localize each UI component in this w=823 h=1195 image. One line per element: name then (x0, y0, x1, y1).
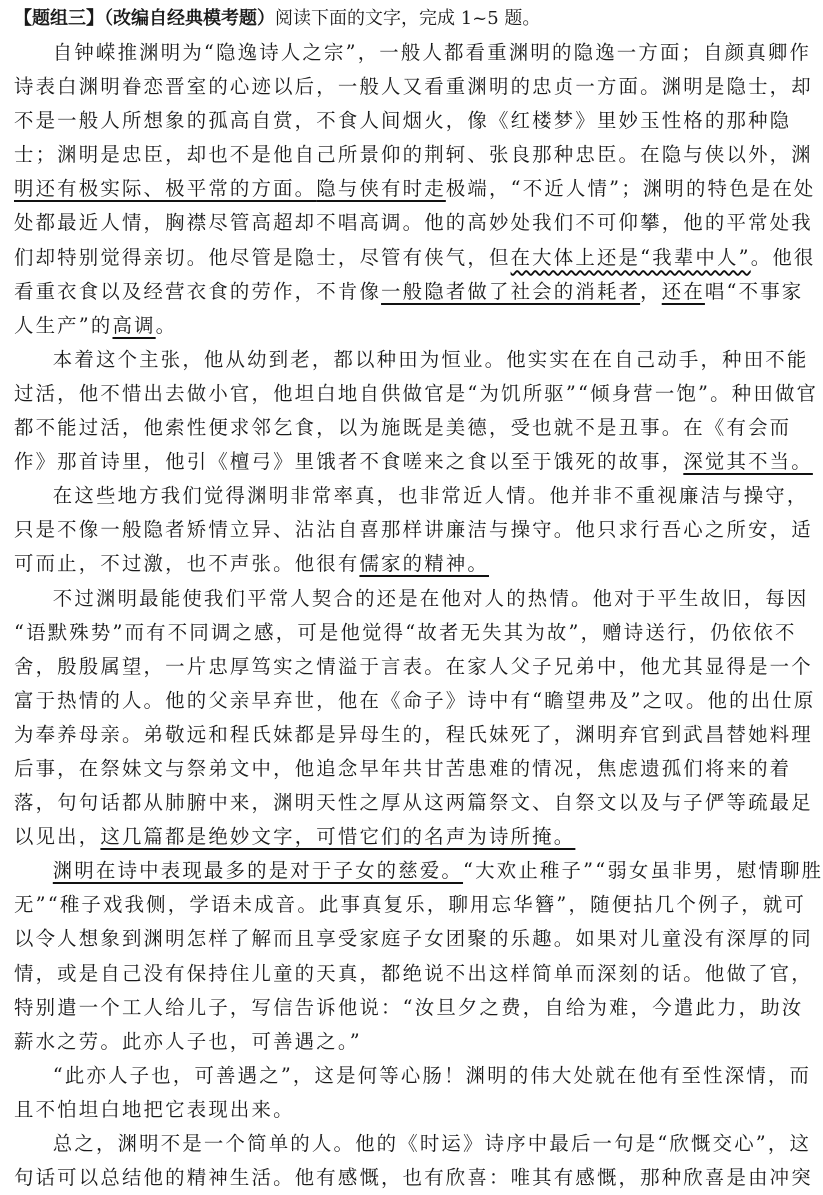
text-line: 特别遣一个工人给儿子，写信告诉他说：“汝旦夕之费，自给为难，今遣此力，助汝 (14, 995, 804, 1019)
text-line: 诗表白渊明眷恋晋室的心迹以后，一般人又看重渊明的忠贞一方面。渊明是隐士，却 (14, 75, 813, 99)
text-line: 作》那首诗里，他引《檀弓》里饿者不食嗟来之食以至于饿死的故事，深觉其不当。 (14, 450, 813, 474)
text-line: 可而止，不过激，也不声张。他很有儒家的精神。 (14, 552, 489, 576)
underline-mark: 这几篇都是绝妙文字，可惜它们的名声为诗所掩。 (100, 825, 576, 849)
paragraph (14, 854, 823, 1059)
text-line: “语默殊势”而有不同调之感，可是他觉得“故者无失其为故”，赠诗送行，仍依依不 (14, 620, 797, 644)
text-line: 无”“稚子戏我侧，学语未成音。此事真复乐，聊用忘华簪”，随便拈几个例子，就可 (14, 893, 807, 917)
text-line: 士；渊明是忠臣，却也不是他自己所景仰的荆轲、张良那种忠臣。在隐与侠以外，渊 (14, 143, 813, 167)
underline-mark: 还在 (661, 279, 705, 303)
text-line: 句话可以总结他的精神生活。他有感慨，也有欣喜：唯其有感慨，那种欣喜是由冲突 (14, 1166, 813, 1190)
text-line: 明还有极实际、极平常的方面。隐与侠有时走极端，“不近人情”；渊明的特色是在处 (14, 177, 816, 201)
text-line: 只是不像一般隐者矫情立异、沾沾自喜那样讲廉洁与操守。他只求行吾心之所安，适 (14, 518, 813, 542)
text-line: 以见出，这几篇都是绝妙文字，可惜它们的名声为诗所掩。 (14, 825, 576, 849)
article-body (14, 36, 823, 1195)
underline-mark: 在大体上还是“我辈中人” (510, 245, 751, 269)
text-line: 情，或是自己没有保持住儿童的天真，都绝说不出这样简单而深刻的话。他做了官， (14, 961, 813, 985)
text-line: “此亦人子也，可善遇之”，这是何等心肠！渊明的伟大处就在他有至性深情，而 (52, 1063, 812, 1087)
text-line: 不过渊明最能使我们平常人契合的还是在他对人的热情。他对于平生故旧，每因 (52, 586, 809, 610)
text-line: 处都最近人情，胸襟尽管高超却不唱高调。他的高妙处我们不可仰攀，他的平常处我 (14, 211, 813, 235)
underline-mark: 明还有极实际、极平常的方面。 (14, 177, 317, 201)
text-line: 薪水之劳。此亦人子也，可善遇之。” (14, 1029, 362, 1053)
underline-mark: 一般隐者做了社会的消耗者 (381, 279, 641, 303)
text-line: 舍，殷殷属望，一片忠厚笃实之情溢于言表。在家人父子兄弟中，他尤其显得是一个 (14, 654, 813, 678)
paragraph (14, 343, 819, 479)
paragraph (14, 582, 816, 855)
text-line: 看重衣食以及经营衣食的劳作，不肯像一般隐者做了社会的消耗者，还在唱“不事家 (14, 279, 804, 303)
text-line: 过活，他不惜出去做小官，他坦白地自供做官是“为饥所驱”“倾身营一饱”。种田做官 (14, 381, 819, 405)
paragraph (14, 1127, 813, 1195)
text-line: 为奉养母亲。弟敬远和程氏妹都是异母生的，程氏妹死了，渊明弃官到武昌替她料理 (14, 722, 813, 746)
text-line: 落，句句话都从肺腑中来，渊明天性之厚从这两篇祭文、自祭文以及与子俨等疏最足 (14, 791, 813, 815)
exercise-instruction: 阅读下面的文字，完成 1~5 题。 (275, 8, 541, 29)
underline-mark: 深觉其不当。 (683, 450, 813, 474)
exercise-header (14, 2, 767, 36)
exercise-source: （改编自经典模考题） (104, 8, 275, 29)
underline-mark: 高调 (112, 313, 156, 337)
text-line: 人生产”的高调。 (14, 313, 178, 337)
text-line: 都不能过活，他索性便求邻乞食，以为施既是美德，受也就不是丑事。在《有会而 (14, 416, 792, 440)
text-line: 本着这个主张，他从幼到老，都以种田为恒业。他实实在在自己动手，种田不能 (52, 347, 809, 371)
text-line: 总之，渊明不是一个简单的人。他的《时运》诗序中最后一句是“欣慨交心”，这 (52, 1132, 812, 1155)
text-line: 且不怕坦白地把它表现出来。 (14, 1097, 295, 1121)
exercise-group-tag: 【题组三】 (14, 8, 104, 29)
underline-mark: 儒家的精神。 (359, 552, 489, 576)
text-line: 在这些地方我们觉得渊明非常率真，也非常近人情。他并非不重视廉洁与操守， (52, 484, 809, 508)
underline-mark: 渊明在诗中表现最多的是对于子女的慈爱。 (52, 859, 464, 883)
text-line: 不是一般人所想象的孤高自赏，不食人间烟火，像《红楼梦》里妙玉性格的那种隐 (14, 109, 792, 133)
text-line: 自钟嵘推渊明为“隐逸诗人之宗”，一般人都看重渊明的隐逸一方面；自颜真卿作 (52, 41, 812, 64)
underline-mark: 隐与侠有时走 (316, 177, 446, 201)
text-line: 富于热情的人。他的父亲早弃世，他在《命子》诗中有“瞻望弗及”之叹。他的出仕原 (14, 688, 816, 712)
text-line: 渊明在诗中表现最多的是对于子女的慈爱。“大欢止稚子”“弱女虽非男，慰情聊胜 (52, 859, 823, 883)
text-line: 以令人想象到渊明怎样了解而且享受家庭子女团聚的乐趣。如果对儿童没有深厚的同 (14, 927, 813, 951)
paragraph (14, 479, 813, 581)
paragraph (14, 1059, 812, 1127)
paragraph (14, 36, 816, 343)
text-line: 们却特别觉得亲切。他尽管是隐士，尽管有侠气，但在大体上还是“我辈中人”。他很 (14, 245, 816, 269)
text-line: 后事，在祭妹文与祭弟文中，他追念早年共甘苦患难的情况，焦虑遗孤们将来的着 (14, 756, 792, 780)
